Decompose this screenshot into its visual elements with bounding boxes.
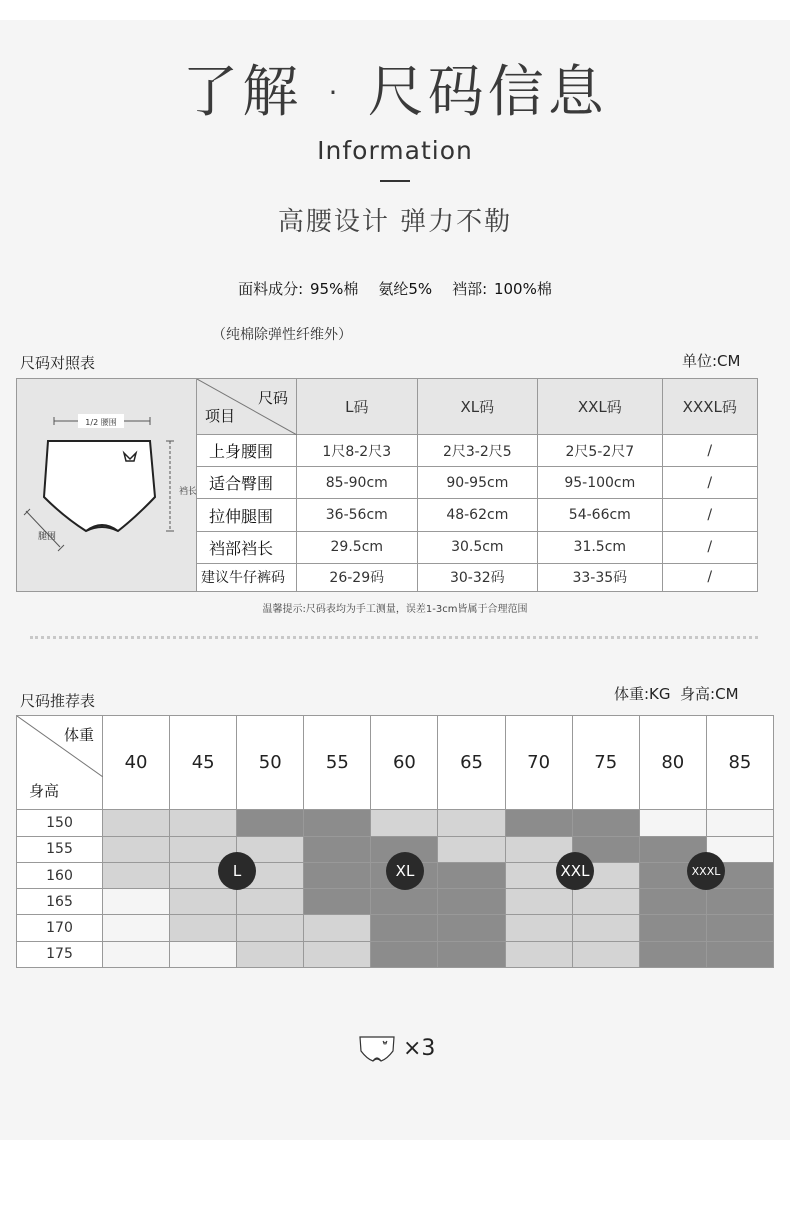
recommend-cell [304, 862, 371, 888]
recommend-cell [639, 941, 706, 967]
table-row [17, 889, 774, 915]
fabric-text: 面料成分: 95%棉 [238, 280, 359, 298]
divider-dash [380, 180, 410, 182]
table-cell: / [662, 467, 757, 499]
col-header-xxxl: XXXL码 [662, 379, 757, 435]
tagline: 高腰设计 弹力不勒 [277, 207, 513, 237]
recommend-cell [706, 941, 773, 967]
table-cell: 1尺8-2尺3 [297, 435, 418, 467]
row-label: 上身腰围 [197, 435, 297, 467]
panty-diagram [17, 379, 197, 592]
fabric-composition [0, 278, 790, 299]
recommend-cell [639, 810, 706, 836]
recommend-cell [304, 836, 371, 862]
recommend-cell [572, 915, 639, 941]
recommend-cell [371, 941, 438, 967]
recommend-cell [505, 889, 572, 915]
table-cell: / [662, 499, 757, 531]
table-cell: / [662, 563, 757, 591]
recommend-cell [103, 836, 170, 862]
height-label: 165 [17, 889, 103, 915]
recommend-cell [304, 941, 371, 967]
recommend-unit: 体重:KG 身高:CM [614, 685, 739, 703]
recommend-cell [438, 915, 505, 941]
col-header-xl: XL码 [417, 379, 538, 435]
recommend-cell [505, 941, 572, 967]
spandex-text: 氨纶5% [378, 280, 433, 298]
height-label: 150 [17, 810, 103, 836]
recommend-cell [639, 889, 706, 915]
height-label: 175 [17, 941, 103, 967]
table-cell: / [662, 531, 757, 563]
quantity-text: ×3 [403, 1035, 436, 1061]
recommend-cell [103, 889, 170, 915]
table-cell: 26-29码 [297, 563, 418, 591]
recommend-cell [706, 915, 773, 941]
recommend-cell [438, 810, 505, 836]
recommend-cell [237, 941, 304, 967]
panty-outline-icon [18, 379, 196, 587]
recommend-cell [706, 810, 773, 836]
page-title: 了解 · 尺码信息 [182, 60, 608, 125]
leg-label: 腿围 [37, 532, 56, 542]
recommend-cell [103, 941, 170, 967]
table-row [17, 941, 774, 967]
corner-weight-label: 体重 [63, 726, 94, 744]
weight-header: 45 [170, 716, 237, 810]
recommend-cell [371, 810, 438, 836]
table-cell: 30.5cm [417, 531, 538, 563]
recommend-corner [17, 716, 103, 810]
size-badge-l: L [218, 852, 256, 890]
recommend-cell [438, 889, 505, 915]
recommend-cell [237, 810, 304, 836]
recommend-cell [505, 810, 572, 836]
table-cell: / [662, 435, 757, 467]
recommend-cell [371, 915, 438, 941]
quantity-indicator [357, 1033, 435, 1063]
row-label: 适合臀围 [197, 467, 297, 499]
size-chart-table [16, 378, 758, 592]
weight-header: 85 [706, 716, 773, 810]
table-cell: 2尺5-2尺7 [538, 435, 662, 467]
row-label: 拉伸腿围 [197, 499, 297, 531]
weight-header: 80 [639, 716, 706, 810]
recommend-cell [170, 810, 237, 836]
recommend-cell [371, 889, 438, 915]
recommend-cell [103, 915, 170, 941]
weight-header: 70 [505, 716, 572, 810]
row-label: 建议牛仔裤码 [197, 563, 297, 591]
recommend-cell [505, 915, 572, 941]
table-cell: 95-100cm [538, 467, 662, 499]
measurement-tip: 温馨提示:尺码表均为手工测量，误差1-3cm皆属于合理范围 [262, 604, 528, 615]
recommend-cell [170, 915, 237, 941]
recommend-cell [438, 836, 505, 862]
panty-icon [357, 1033, 397, 1063]
weight-header: 40 [103, 716, 170, 810]
table-row [17, 810, 774, 836]
recommend-cell [103, 810, 170, 836]
table-cell: 48-62cm [417, 499, 538, 531]
subtitle-english: Information [317, 136, 473, 165]
table-cell: 36-56cm [297, 499, 418, 531]
corner-height-label: 身高 [29, 782, 60, 801]
length-label: 裆长 [178, 487, 196, 497]
table-cell: 85-90cm [297, 467, 418, 499]
waist-label: 1/2 腰围 [84, 418, 117, 427]
corner-size-label: 尺码 [257, 389, 288, 407]
recommend-cell [438, 862, 505, 888]
size-badge-xxxl: XXXL [687, 852, 725, 890]
recommend-label: 尺码推荐表 [20, 692, 96, 710]
recommend-cell [639, 915, 706, 941]
size-badge-xxl: XXL [556, 852, 594, 890]
fabric-note: （纯棉除弹性纤维外） [212, 327, 352, 343]
recommend-cell [438, 941, 505, 967]
corner-item-label: 项目 [205, 407, 236, 425]
size-badge-xl: XL [386, 852, 424, 890]
weight-header: 50 [237, 716, 304, 810]
recommend-cell [304, 889, 371, 915]
col-header-l: L码 [297, 379, 418, 435]
recommend-cell [237, 915, 304, 941]
size-chart-unit: 单位:CM [682, 352, 741, 370]
recommend-cell [103, 862, 170, 888]
recommend-cell [706, 889, 773, 915]
table-cell: 54-66cm [538, 499, 662, 531]
recommend-cell [304, 915, 371, 941]
size-table-corner [197, 379, 297, 435]
recommend-cell [572, 941, 639, 967]
size-chart-label: 尺码对照表 [20, 354, 96, 372]
row-label: 裆部裆长 [197, 531, 297, 563]
table-cell: 90-95cm [417, 467, 538, 499]
recommend-cell [304, 810, 371, 836]
height-label: 160 [17, 862, 103, 888]
recommend-cell [572, 889, 639, 915]
recommend-cell [237, 889, 304, 915]
col-header-xxl: XXL码 [538, 379, 662, 435]
height-label: 170 [17, 915, 103, 941]
dotted-divider [30, 636, 758, 639]
recommend-cell [170, 941, 237, 967]
crotch-text: 裆部: 100%棉 [452, 280, 552, 298]
weight-header: 60 [371, 716, 438, 810]
weight-header: 65 [438, 716, 505, 810]
table-cell: 29.5cm [297, 531, 418, 563]
recommend-cell [170, 889, 237, 915]
weight-header: 55 [304, 716, 371, 810]
height-label: 155 [17, 836, 103, 862]
table-cell: 31.5cm [538, 531, 662, 563]
table-row [17, 915, 774, 941]
size-recommend-table [16, 715, 774, 968]
recommend-cell [572, 810, 639, 836]
table-cell: 33-35码 [538, 563, 662, 591]
table-cell: 30-32码 [417, 563, 538, 591]
table-cell: 2尺3-2尺5 [417, 435, 538, 467]
weight-header: 75 [572, 716, 639, 810]
